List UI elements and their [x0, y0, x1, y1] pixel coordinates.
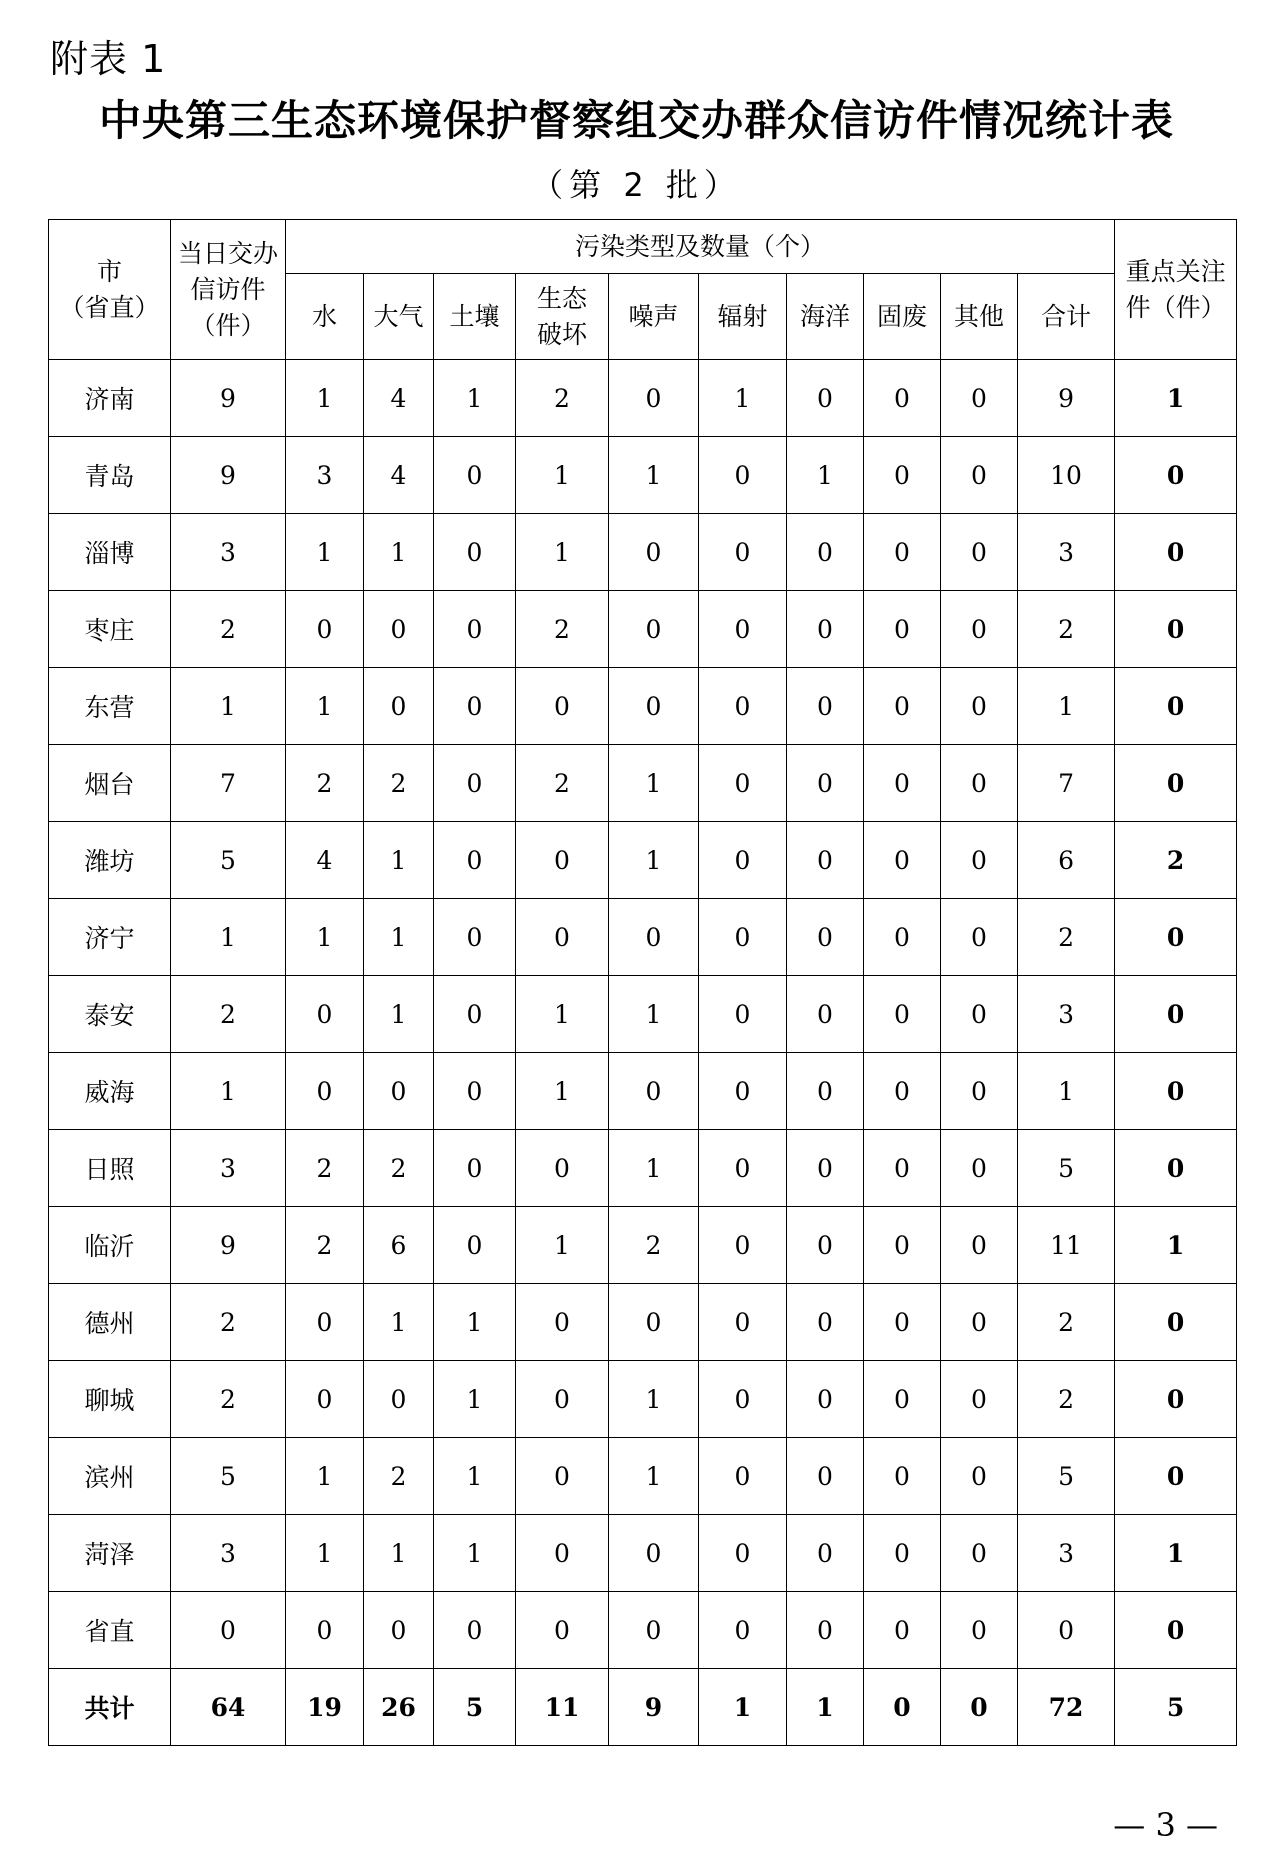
- focus-count-cell: 0: [1115, 668, 1237, 745]
- type-count-cell: 1: [516, 976, 609, 1053]
- type-count-cell: 0: [787, 1592, 864, 1669]
- header-focus: [1115, 220, 1237, 360]
- type-count-cell: 0: [286, 1592, 364, 1669]
- type-count-cell: 0: [787, 591, 864, 668]
- type-count-cell: 0: [609, 514, 699, 591]
- type-count-cell: 0: [286, 591, 364, 668]
- type-count-cell: 1: [364, 899, 434, 976]
- daily-count-cell: 9: [171, 1207, 286, 1284]
- table-row: [49, 591, 1237, 668]
- city-cell: 济南: [49, 360, 171, 437]
- type-count-cell: 2: [1018, 591, 1115, 668]
- type-count-cell: 0: [699, 514, 787, 591]
- daily-count-cell: 3: [171, 514, 286, 591]
- city-cell: 菏泽: [49, 1515, 171, 1592]
- table-row: [49, 899, 1237, 976]
- type-count-cell: 11: [516, 1669, 609, 1746]
- type-count-cell: 1: [434, 1284, 516, 1361]
- type-count-cell: 0: [516, 1361, 609, 1438]
- type-count-cell: 0: [609, 1284, 699, 1361]
- type-count-cell: 0: [787, 514, 864, 591]
- type-count-cell: 0: [364, 1053, 434, 1130]
- daily-count-cell: 1: [171, 1053, 286, 1130]
- header-daily: [171, 220, 286, 360]
- daily-count-cell: 2: [171, 976, 286, 1053]
- type-count-cell: 0: [609, 1515, 699, 1592]
- type-count-cell: 0: [864, 1515, 941, 1592]
- type-count-cell: 6: [1018, 822, 1115, 899]
- type-count-cell: 0: [941, 1053, 1018, 1130]
- type-count-cell: 1: [609, 822, 699, 899]
- type-count-cell: 1: [516, 1207, 609, 1284]
- city-cell: 济宁: [49, 899, 171, 976]
- city-cell: 临沂: [49, 1207, 171, 1284]
- focus-count-cell: 0: [1115, 437, 1237, 514]
- header-type: 生态 破坏: [516, 274, 609, 360]
- type-count-cell: 0: [434, 1053, 516, 1130]
- type-count-cell: 0: [864, 514, 941, 591]
- type-count-cell: 1: [286, 1515, 364, 1592]
- table-row: [49, 1130, 1237, 1207]
- daily-count-cell: 3: [171, 1130, 286, 1207]
- city-cell: 威海: [49, 1053, 171, 1130]
- type-count-cell: 0: [864, 1669, 941, 1746]
- type-count-cell: 0: [516, 822, 609, 899]
- focus-count-cell: 0: [1115, 1592, 1237, 1669]
- type-count-cell: 0: [864, 1361, 941, 1438]
- header-type: 固废: [864, 274, 941, 360]
- type-count-cell: 1: [286, 514, 364, 591]
- type-count-cell: 2: [516, 360, 609, 437]
- focus-count-cell: 0: [1115, 899, 1237, 976]
- type-count-cell: 2: [609, 1207, 699, 1284]
- type-count-cell: 1: [286, 1438, 364, 1515]
- type-count-cell: 0: [699, 437, 787, 514]
- focus-count-cell: 0: [1115, 745, 1237, 822]
- type-count-cell: 0: [787, 899, 864, 976]
- type-count-cell: 0: [699, 899, 787, 976]
- type-count-cell: 0: [941, 591, 1018, 668]
- type-count-cell: 0: [787, 976, 864, 1053]
- city-cell: 聊城: [49, 1361, 171, 1438]
- type-count-cell: 1: [609, 745, 699, 822]
- type-count-cell: 0: [434, 822, 516, 899]
- type-count-cell: 0: [699, 1207, 787, 1284]
- type-count-cell: 0: [699, 1130, 787, 1207]
- focus-count-cell: 1: [1115, 1207, 1237, 1284]
- type-count-cell: 0: [699, 668, 787, 745]
- daily-count-cell: 0: [171, 1592, 286, 1669]
- type-count-cell: 0: [787, 1438, 864, 1515]
- type-count-cell: 0: [699, 1515, 787, 1592]
- city-cell: 共计: [49, 1669, 171, 1746]
- page-number: — 3 —: [1113, 1806, 1218, 1844]
- batch-label: （第 2 批）: [531, 166, 742, 204]
- type-count-cell: 1: [364, 1515, 434, 1592]
- type-count-cell: 0: [609, 1053, 699, 1130]
- city-cell: 泰安: [49, 976, 171, 1053]
- city-cell: 潍坊: [49, 822, 171, 899]
- table-row: [49, 514, 1237, 591]
- type-count-cell: 0: [787, 668, 864, 745]
- type-count-cell: 0: [864, 976, 941, 1053]
- type-count-cell: 2: [516, 591, 609, 668]
- header-type: 海洋: [787, 274, 864, 360]
- focus-count-cell: 1: [1115, 360, 1237, 437]
- daily-count-cell: 64: [171, 1669, 286, 1746]
- type-count-cell: 1: [609, 437, 699, 514]
- type-count-cell: 0: [941, 1207, 1018, 1284]
- table-row: [49, 360, 1237, 437]
- type-count-cell: 0: [699, 745, 787, 822]
- table-row: [49, 1515, 1237, 1592]
- table-row: [49, 1053, 1237, 1130]
- type-count-cell: 0: [434, 437, 516, 514]
- city-cell: 东营: [49, 668, 171, 745]
- type-count-cell: 0: [941, 745, 1018, 822]
- type-count-cell: 5: [1018, 1130, 1115, 1207]
- type-count-cell: 0: [699, 1053, 787, 1130]
- type-count-cell: 0: [864, 668, 941, 745]
- type-count-cell: 0: [516, 1515, 609, 1592]
- type-count-cell: 0: [864, 360, 941, 437]
- type-count-cell: 0: [787, 1515, 864, 1592]
- header-type: 水: [286, 274, 364, 360]
- focus-count-cell: 0: [1115, 1130, 1237, 1207]
- type-count-cell: 0: [609, 360, 699, 437]
- type-count-cell: 1: [364, 1284, 434, 1361]
- type-count-cell: 1: [286, 360, 364, 437]
- type-count-cell: 0: [609, 899, 699, 976]
- city-cell: 枣庄: [49, 591, 171, 668]
- daily-count-cell: 5: [171, 1438, 286, 1515]
- header-focus-text: 重点关注 件（件）: [1125, 256, 1226, 322]
- header-type: 大气: [364, 274, 434, 360]
- city-cell: 青岛: [49, 437, 171, 514]
- type-count-cell: 0: [699, 591, 787, 668]
- type-count-cell: 0: [699, 1592, 787, 1669]
- type-count-cell: 0: [864, 1438, 941, 1515]
- type-count-cell: 0: [434, 668, 516, 745]
- type-count-cell: 72: [1018, 1669, 1115, 1746]
- focus-count-cell: 0: [1115, 514, 1237, 591]
- type-count-cell: 0: [516, 899, 609, 976]
- table-row: [49, 1361, 1237, 1438]
- type-count-cell: 1: [699, 360, 787, 437]
- type-count-cell: 4: [364, 437, 434, 514]
- table-row: [49, 976, 1237, 1053]
- daily-count-cell: 3: [171, 1515, 286, 1592]
- type-count-cell: 0: [364, 1592, 434, 1669]
- type-count-cell: 3: [1018, 514, 1115, 591]
- type-count-cell: 2: [364, 745, 434, 822]
- type-count-cell: 0: [941, 1515, 1018, 1592]
- type-count-cell: 0: [941, 1361, 1018, 1438]
- type-count-cell: 2: [286, 1130, 364, 1207]
- type-count-cell: 0: [516, 1284, 609, 1361]
- type-count-cell: 0: [864, 437, 941, 514]
- type-count-cell: 0: [516, 668, 609, 745]
- type-count-cell: 10: [1018, 437, 1115, 514]
- type-count-cell: 0: [864, 1284, 941, 1361]
- table-row: [49, 1592, 1237, 1669]
- type-count-cell: 0: [864, 1053, 941, 1130]
- header-daily-text: 当日交办 信访件 （件）: [177, 238, 278, 340]
- type-count-cell: 5: [1018, 1438, 1115, 1515]
- type-count-cell: 0: [516, 1438, 609, 1515]
- total-row: [49, 1669, 1237, 1746]
- type-count-cell: 1: [787, 1669, 864, 1746]
- type-count-cell: 0: [787, 1053, 864, 1130]
- type-count-cell: 0: [864, 899, 941, 976]
- type-count-cell: 0: [864, 1207, 941, 1284]
- header-pollution-group: 污染类型及数量（个）: [286, 220, 1115, 274]
- type-count-cell: 0: [434, 514, 516, 591]
- daily-count-cell: 1: [171, 899, 286, 976]
- daily-count-cell: 7: [171, 745, 286, 822]
- type-count-cell: 1: [699, 1669, 787, 1746]
- focus-count-cell: 0: [1115, 1361, 1237, 1438]
- type-count-cell: 0: [787, 1284, 864, 1361]
- daily-count-cell: 9: [171, 437, 286, 514]
- header-type: 合计: [1018, 274, 1115, 360]
- type-count-cell: 19: [286, 1669, 364, 1746]
- type-count-cell: 1: [516, 437, 609, 514]
- type-count-cell: 0: [941, 1669, 1018, 1746]
- type-count-cell: 3: [1018, 976, 1115, 1053]
- type-count-cell: 0: [864, 1130, 941, 1207]
- type-count-cell: 0: [1018, 1592, 1115, 1669]
- focus-count-cell: 0: [1115, 1284, 1237, 1361]
- type-count-cell: 1: [1018, 1053, 1115, 1130]
- type-count-cell: 1: [609, 1130, 699, 1207]
- type-count-cell: 0: [609, 1592, 699, 1669]
- table-row: [49, 745, 1237, 822]
- table-row: [49, 1438, 1237, 1515]
- type-count-cell: 0: [787, 745, 864, 822]
- annex-label: 附表 1: [50, 37, 167, 81]
- type-count-cell: 0: [787, 1207, 864, 1284]
- type-count-cell: 2: [516, 745, 609, 822]
- type-count-cell: 0: [941, 976, 1018, 1053]
- type-count-cell: 1: [787, 437, 864, 514]
- header-city: [49, 220, 171, 360]
- type-count-cell: 0: [941, 899, 1018, 976]
- type-count-cell: 2: [1018, 1361, 1115, 1438]
- type-count-cell: 0: [864, 591, 941, 668]
- type-count-cell: 0: [286, 976, 364, 1053]
- type-count-cell: 0: [699, 1438, 787, 1515]
- type-count-cell: 0: [699, 822, 787, 899]
- focus-count-cell: 0: [1115, 591, 1237, 668]
- table-row: [49, 437, 1237, 514]
- type-count-cell: 0: [941, 1130, 1018, 1207]
- type-count-cell: 1: [516, 1053, 609, 1130]
- header-type: 土壤: [434, 274, 516, 360]
- type-count-cell: 0: [941, 1592, 1018, 1669]
- type-count-cell: 1: [434, 1438, 516, 1515]
- table-row: [49, 668, 1237, 745]
- type-count-cell: 0: [941, 1438, 1018, 1515]
- type-count-cell: 2: [286, 1207, 364, 1284]
- type-count-cell: 7: [1018, 745, 1115, 822]
- type-count-cell: 0: [286, 1053, 364, 1130]
- type-count-cell: 0: [941, 822, 1018, 899]
- type-count-cell: 0: [699, 1361, 787, 1438]
- type-count-cell: 1: [434, 1361, 516, 1438]
- table-row: [49, 822, 1237, 899]
- type-count-cell: 0: [699, 1284, 787, 1361]
- type-count-cell: 2: [1018, 1284, 1115, 1361]
- type-count-cell: 1: [516, 514, 609, 591]
- table-row: [49, 1284, 1237, 1361]
- type-count-cell: 1: [609, 1361, 699, 1438]
- type-count-cell: 0: [434, 591, 516, 668]
- statistics-table: [48, 219, 1237, 1746]
- type-count-cell: 9: [1018, 360, 1115, 437]
- type-count-cell: 1: [609, 976, 699, 1053]
- city-cell: 日照: [49, 1130, 171, 1207]
- type-count-cell: 0: [434, 1130, 516, 1207]
- focus-count-cell: 1: [1115, 1515, 1237, 1592]
- type-count-cell: 0: [941, 360, 1018, 437]
- type-count-cell: 0: [787, 1361, 864, 1438]
- type-count-cell: 1: [434, 360, 516, 437]
- type-count-cell: 0: [364, 668, 434, 745]
- type-count-cell: 0: [787, 360, 864, 437]
- type-count-cell: 0: [864, 745, 941, 822]
- city-cell: 省直: [49, 1592, 171, 1669]
- header-type: 噪声: [609, 274, 699, 360]
- type-count-cell: 1: [364, 976, 434, 1053]
- header-city-text: 市 （省直）: [59, 256, 160, 322]
- type-count-cell: 11: [1018, 1207, 1115, 1284]
- type-count-cell: 2: [286, 745, 364, 822]
- focus-count-cell: 0: [1115, 1053, 1237, 1130]
- type-count-cell: 6: [364, 1207, 434, 1284]
- type-count-cell: 2: [364, 1438, 434, 1515]
- type-count-cell: 0: [864, 1592, 941, 1669]
- type-count-cell: 0: [787, 1130, 864, 1207]
- daily-count-cell: 2: [171, 1361, 286, 1438]
- type-count-cell: 4: [364, 360, 434, 437]
- type-count-cell: 26: [364, 1669, 434, 1746]
- type-count-cell: 0: [434, 976, 516, 1053]
- table-row: [49, 1207, 1237, 1284]
- daily-count-cell: 5: [171, 822, 286, 899]
- type-count-cell: 1: [434, 1515, 516, 1592]
- daily-count-cell: 2: [171, 1284, 286, 1361]
- header-type: 辐射: [699, 274, 787, 360]
- city-cell: 德州: [49, 1284, 171, 1361]
- type-count-cell: 0: [434, 899, 516, 976]
- focus-count-cell: 2: [1115, 822, 1237, 899]
- type-count-cell: 0: [941, 668, 1018, 745]
- focus-count-cell: 5: [1115, 1669, 1237, 1746]
- type-count-cell: 0: [941, 437, 1018, 514]
- type-count-cell: 0: [941, 1284, 1018, 1361]
- type-count-cell: 1: [1018, 668, 1115, 745]
- type-count-cell: 0: [941, 514, 1018, 591]
- city-cell: 烟台: [49, 745, 171, 822]
- type-count-cell: 1: [286, 668, 364, 745]
- daily-count-cell: 1: [171, 668, 286, 745]
- type-count-cell: 1: [286, 899, 364, 976]
- type-count-cell: 0: [434, 1592, 516, 1669]
- type-count-cell: 0: [286, 1284, 364, 1361]
- type-count-cell: 0: [609, 668, 699, 745]
- daily-count-cell: 9: [171, 360, 286, 437]
- type-count-cell: 2: [364, 1130, 434, 1207]
- type-count-cell: 0: [286, 1361, 364, 1438]
- type-count-cell: 0: [516, 1592, 609, 1669]
- type-count-cell: 0: [364, 1361, 434, 1438]
- type-count-cell: 3: [1018, 1515, 1115, 1592]
- daily-count-cell: 2: [171, 591, 286, 668]
- type-count-cell: 0: [864, 822, 941, 899]
- type-count-cell: 1: [364, 822, 434, 899]
- type-count-cell: 5: [434, 1669, 516, 1746]
- type-count-cell: 0: [699, 976, 787, 1053]
- type-count-cell: 3: [286, 437, 364, 514]
- focus-count-cell: 0: [1115, 1438, 1237, 1515]
- type-count-cell: 1: [364, 514, 434, 591]
- type-count-cell: 0: [434, 1207, 516, 1284]
- city-cell: 滨州: [49, 1438, 171, 1515]
- type-count-cell: 1: [609, 1438, 699, 1515]
- type-count-cell: 0: [609, 591, 699, 668]
- type-count-cell: 2: [1018, 899, 1115, 976]
- type-count-cell: 0: [364, 591, 434, 668]
- type-count-cell: 4: [286, 822, 364, 899]
- type-count-cell: 0: [434, 745, 516, 822]
- type-count-cell: 9: [609, 1669, 699, 1746]
- type-count-cell: 0: [787, 822, 864, 899]
- header-type: 其他: [941, 274, 1018, 360]
- type-count-cell: 0: [516, 1130, 609, 1207]
- page-title: 中央第三生态环境保护督察组交办群众信访件情况统计表: [98, 96, 1174, 145]
- focus-count-cell: 0: [1115, 976, 1237, 1053]
- city-cell: 淄博: [49, 514, 171, 591]
